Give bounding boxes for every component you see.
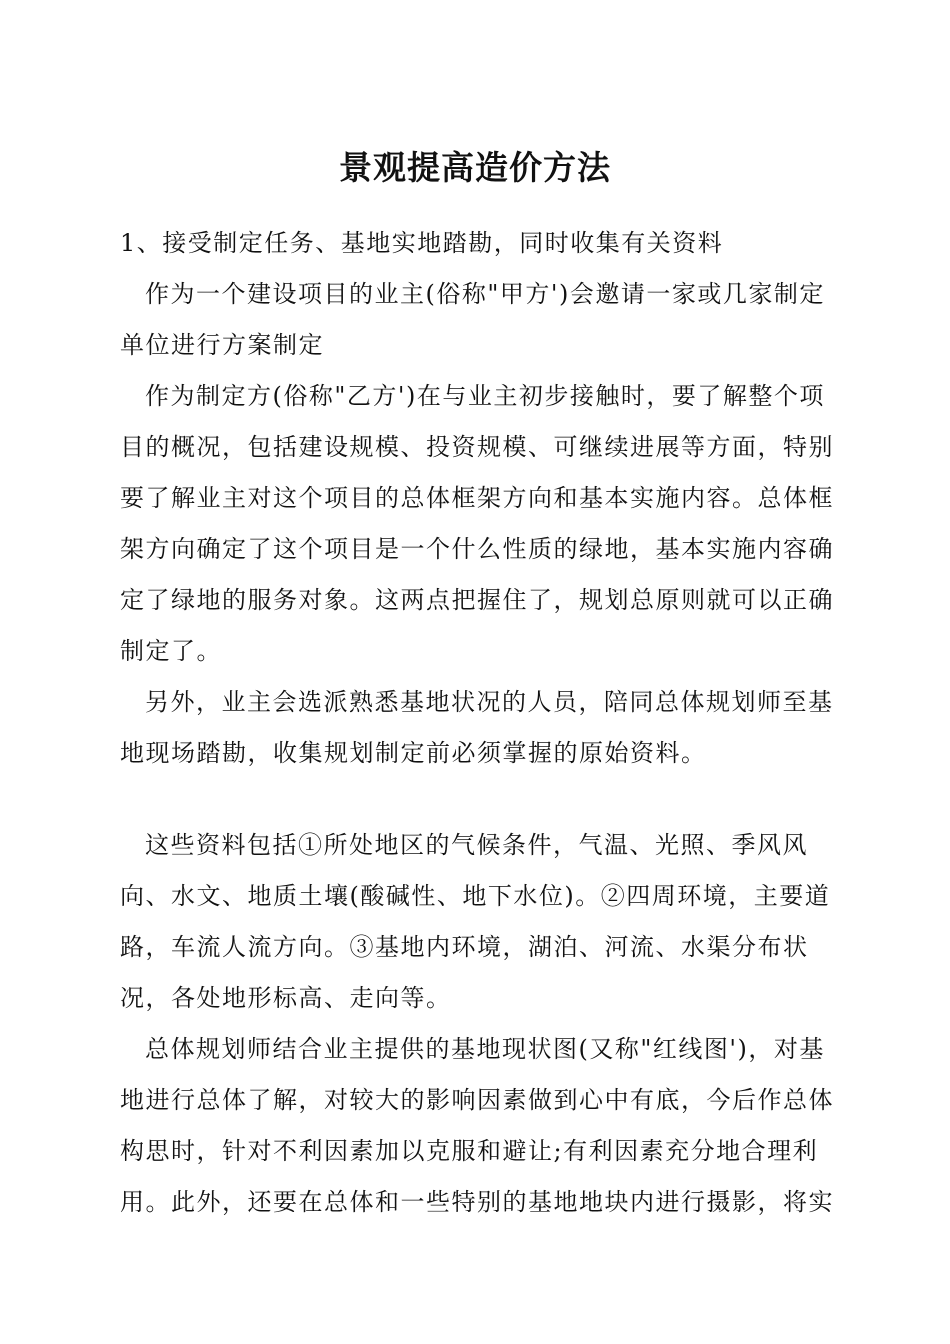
paragraph: 作为制定方(俗称"乙方')在与业主初步接触时，要了解整个项目的概况，包括建设规模、投资规模、可继续进展等方面，特别要了解业主对这个项目的总体框架方向和基本实施内容。总体框架方向确定了这个项目是一个什么性质的绿地，基本实施内容确定了绿地的服务对象。这两点把握住了，规划总原则就可以正确制定了。 [120, 382, 834, 665]
paragraph: 作为一个建设项目的业主(俗称"甲方')会邀请一家或几家制定单位进行方案制定 [120, 280, 825, 359]
document-title: 景观提高造价方法 [339, 148, 611, 187]
text-block-2 [120, 820, 850, 1228]
paragraph: 另外，业主会选派熟悉基地状况的人员，陪同总体规划师至基地现场踏勘，收集规划制定前必须掌握的原始资料。 [120, 688, 834, 767]
text-block-1 [120, 269, 850, 779]
paragraph: 总体规划师结合业主提供的基地现状图(又称"红线图')，对基地进行总体了解，对较大的影响因素做到心中有底，今后作总体构思时，针对不利因素加以克服和避让;有利因素充分地合理利用。此外，还要在总体和一些特别的基地地块内进行摄影，将实 [120, 1035, 834, 1216]
paragraph: 这些资料包括①所处地区的气候条件，气温、光照、季风风向、水文、地质土壤(酸碱性、地下水位)。②四周环境，主要道路，车流人流方向。③基地内环境，湖泊、河流、水渠分布状况，各处地形标高、走向等。 [120, 831, 831, 1012]
section-heading: 1、接受制定任务、基地实地踏勘，同时收集有关资料 [120, 229, 724, 257]
